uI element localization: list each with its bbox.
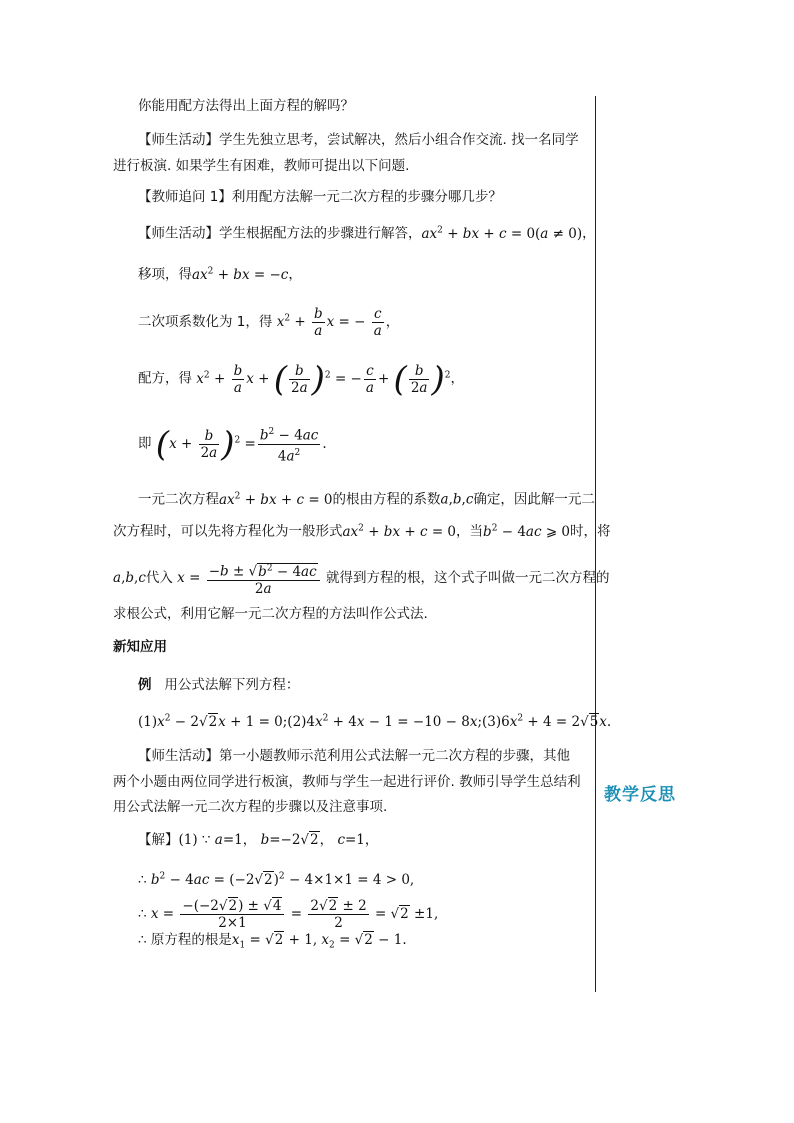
step-complete-square-line: 配方，得 $x^2$ + $\frac{b}{a}$ x + ( $\frac{b}{2a}$ )$^2$ = − $\frac{c}{a}$ + ( $\frac{b}{2a}$ )$^2$， [138, 359, 464, 399]
question-tag: 【教师追问 1】 [138, 189, 232, 205]
section-title: 新知应用 [113, 639, 167, 655]
activity-text: 学生根据配方法的步骤进行解答， [219, 225, 422, 242]
step-label: 二次项系数化为 1，得 [138, 314, 273, 330]
activity-3-line-2 [113, 772, 581, 792]
step-label: 即 [138, 435, 152, 452]
paragraph-text: 确定，因此解一元二 [473, 491, 595, 508]
roots-values: $x_1 = √2 + 1$, $x_2 = √2 - 1$. [231, 932, 407, 951]
root-calc: ∴ x = $\frac{-(-2√2) \pm √4}{2\times 1}$ = $\frac{2√2 \pm 2}{2}$ = √2 ±1, [138, 898, 439, 931]
equation-list: $(1)x^2 - 2√2x + 1$ = $0;(2)4x^2 + 4x - 1 = -10$ − $8x;(3)6x^2 + 4 = 2√5x$. [138, 713, 612, 730]
inline-equation: $ax^2$ + bx + c = 0 [219, 491, 333, 508]
discriminant-calc: ∴ $b^2 - 4ac = (-2√2)^2 - 4\times 1\times 1 = 4 > 0$, [138, 871, 415, 888]
solution-tag: 【解】 [138, 832, 179, 848]
activity-tag: 【师生活动】 [138, 132, 219, 148]
discriminant-condition: $b^2 - 4ac$ ⩾ 0 [483, 523, 571, 540]
teacher-question [138, 187, 502, 207]
coefficients: a,b,c [113, 569, 146, 586]
formula-paragraph-line-3 [113, 560, 609, 597]
formula-paragraph-line-1 [138, 486, 595, 510]
step-move-line: 移项，得$ax^2$ + bx = −c， [138, 266, 302, 283]
paragraph-text: 代入 [145, 569, 173, 586]
example-equations [138, 708, 611, 732]
question-text: 利用配方法解一元二次方程的步骤分哪几步？ [231, 189, 502, 205]
activity-text: 用公式法解一元二次方程的步骤以及注意事项. [113, 799, 388, 815]
step-coefficient-line: 二次项系数化为 1，得 $x^2$ + $\frac{b}{a}$ x = − $\frac{c}{a}$ ， [138, 306, 400, 339]
general-equation: $ax^2$ + bx + c = 0(a ≠ 0) [421, 225, 583, 242]
solution-line-4: ∴ 原方程的根是$x_1 = √2 + 1$, $x_2 = √2 - 1$. [138, 932, 407, 951]
formula-paragraph-line-2 [113, 518, 611, 542]
activity-2-line: 【师生活动】学生根据配方法的步骤进行解答，$ax^2$ + bx + c = 0(a ≠ 0)， [138, 225, 596, 242]
step-equation: $x^2$ + $\frac{b}{a}$ x + ( $\frac{b}{2a}$ )$^2$ = − $\frac{c}{a}$ + ( $\frac{b}{2a}$ )$^2$ [196, 359, 451, 399]
question-paragraph [138, 96, 354, 116]
step-equation: $x^2$ + $\frac{b}{a}$ x = − $\frac{c}{a}$ [276, 306, 382, 339]
roots-label: 原方程的根是 [150, 932, 232, 948]
activity-text: 两个小题由两位同学进行板演，教师与学生一起进行评价. 教师引导学生总结利 [113, 774, 581, 790]
example-line [138, 675, 299, 695]
activity-3-line-1 [138, 746, 570, 766]
example-text: 用公式法解下列方程： [164, 677, 300, 693]
step-label: 移项，得 [138, 266, 192, 283]
inline-equation: $ax^2$ + bx + c = 0 [342, 523, 457, 540]
paragraph-text: 次方程时，可以先将方程化为一般形式 [113, 523, 343, 540]
formula-paragraph-line-4 [113, 604, 428, 624]
paragraph-text: 的根由方程的系数 [332, 491, 441, 508]
solution-line-2 [138, 866, 414, 890]
paragraph-text: 时，将 [570, 523, 611, 540]
activity-1-line-1 [138, 130, 579, 150]
activity-1-line-2 [113, 156, 409, 176]
step-equation: (x + $\frac{b}{2a}$ )$^2$ = $\frac{b^2 - 4ac}{4a^2}$ . [155, 424, 327, 464]
activity-text: 第一小题教师示范利用公式法解一元二次方程的步骤，其他 [219, 748, 570, 764]
solution-line-3 [138, 898, 438, 931]
teaching-reflection-heading: 教学反思 [604, 785, 676, 805]
step-ie-line [138, 424, 327, 464]
paragraph-text: ，当 [456, 523, 484, 540]
activity-text: 进行板演. 如果学生有困难，教师可提出以下问题. [113, 158, 410, 174]
quadratic-formula: x = $\frac{-b \pm √b^2 - 4ac}{2a}$ [177, 570, 321, 586]
paragraph-text: 一元二次方程 [138, 491, 219, 508]
coefficients: a,b,c [440, 491, 474, 508]
example-label: 例 [138, 677, 152, 693]
solution-given: (1) ∵ a=1， b=−2√2， c=1， [178, 832, 379, 848]
activity-3-line-3 [113, 797, 387, 817]
activity-text: 学生先独立思考，尝试解决，然后小组合作交流. 找一名同学 [219, 132, 579, 148]
question-text: 你能用配方法得出上面方程的解吗？ [138, 98, 354, 114]
solution-line-1 [138, 830, 378, 850]
step-equation: $ax^2$ + bx = −c [192, 266, 289, 283]
paragraph-text: 就得到方程的根，这个式子叫做一元二次方程的 [325, 569, 610, 586]
step-label: 配方，得 [138, 370, 192, 387]
activity-tag: 【师生活动】 [138, 225, 219, 242]
paragraph-text: 求根公式，利用它解一元二次方程的方法叫作公式法. [113, 606, 428, 622]
activity-tag: 【师生活动】 [138, 748, 219, 764]
